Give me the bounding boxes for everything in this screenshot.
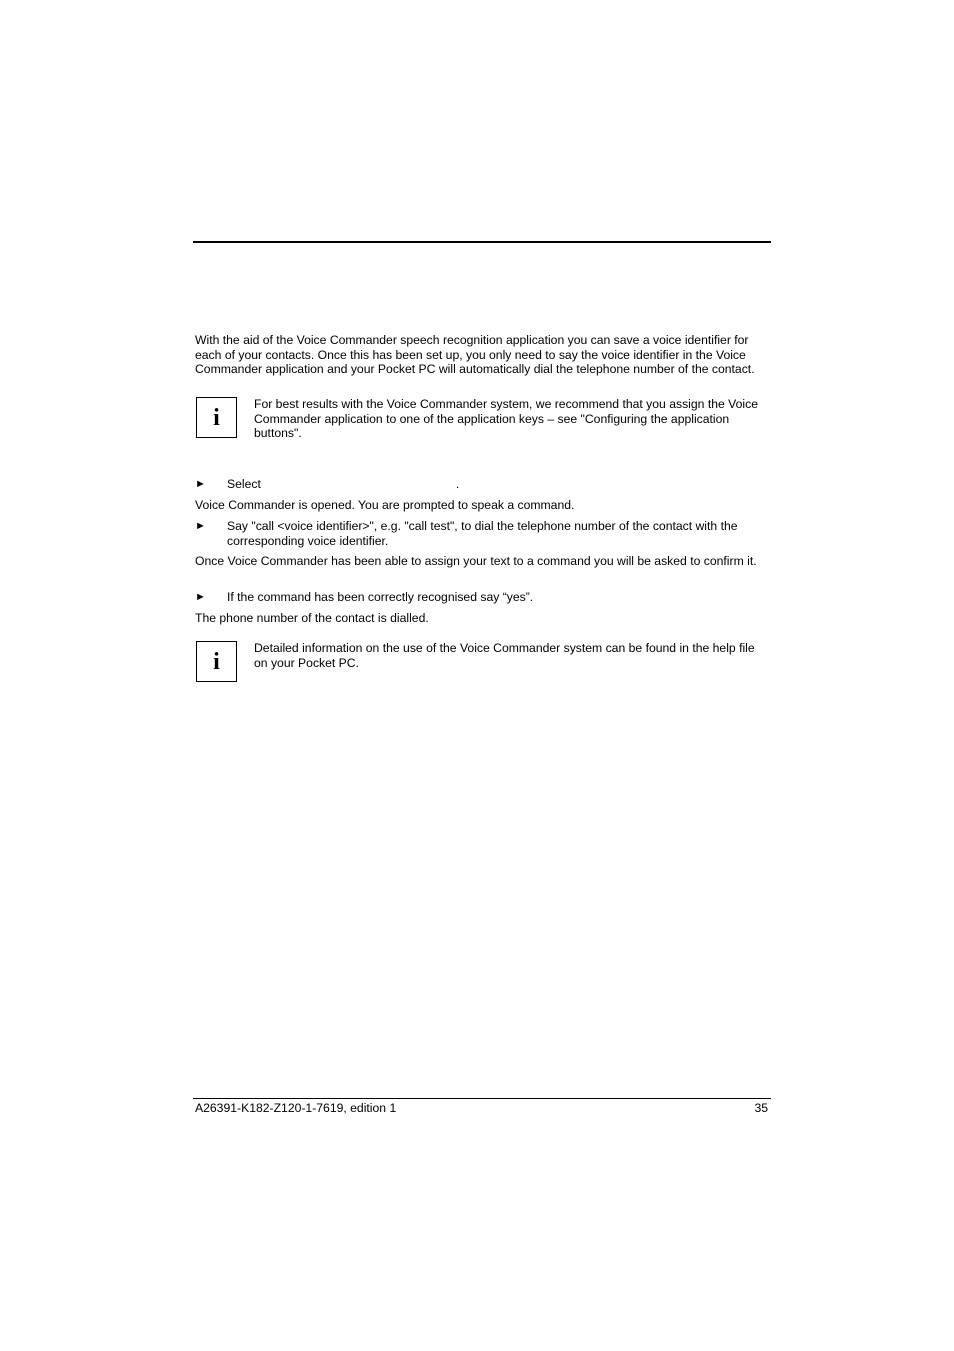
result-number-dialled: The phone number of the contact is dialled. (195, 611, 429, 625)
bullet-arrow-icon: ► (195, 591, 206, 603)
step-say-yes-text: If the command has been correctly recognised say “yes”. (227, 590, 534, 604)
info-icon-letter: i (213, 648, 220, 675)
step-say-yes (195, 590, 770, 605)
bullet-arrow-icon: ► (195, 520, 206, 532)
footer-page-number: 35 (754, 1101, 768, 1115)
step-say-call (195, 519, 770, 549)
info-icon (196, 641, 237, 682)
step-say-call-text: Say "call <voice identifier>", e.g. "call test", to dial the telephone number of the contact with the corresponding voice identifier. (227, 519, 738, 548)
intro-paragraph: With the aid of the Voice Commander speech recognition application you can save a voice identifier for each of your contacts. Once this has been set up, you only need to say the voice identifier in the Voice Commander application and your Pocket PC will automatically dial the telephone number of the contact. (195, 333, 755, 376)
step-select-end: . (455, 477, 460, 491)
info-icon (196, 397, 237, 438)
step-select-text (227, 477, 770, 492)
step-select-label: Select (227, 477, 261, 491)
footer-rule (193, 1098, 771, 1099)
info-icon-letter: i (213, 404, 220, 431)
bullet-arrow-icon: ► (195, 478, 206, 490)
result-confirm-command: Once Voice Commander has been able to assign your text to a command you will be asked to confirm it. (195, 554, 757, 568)
header-rule (193, 241, 771, 243)
info-note-best-results: For best results with the Voice Commander system, we recommend that you assign the Voice Commander application to one of the application keys – see "Configuring the application buttons". (254, 397, 758, 440)
step-select (195, 477, 770, 492)
info-note-help-file: Detailed information on the use of the Voice Commander system can be found in the help file on your Pocket PC. (254, 641, 755, 670)
footer-document-id: A26391-K182-Z120-1-7619, edition 1 (195, 1101, 397, 1115)
result-voice-commander-opened: Voice Commander is opened. You are prompted to speak a command. (195, 498, 575, 512)
